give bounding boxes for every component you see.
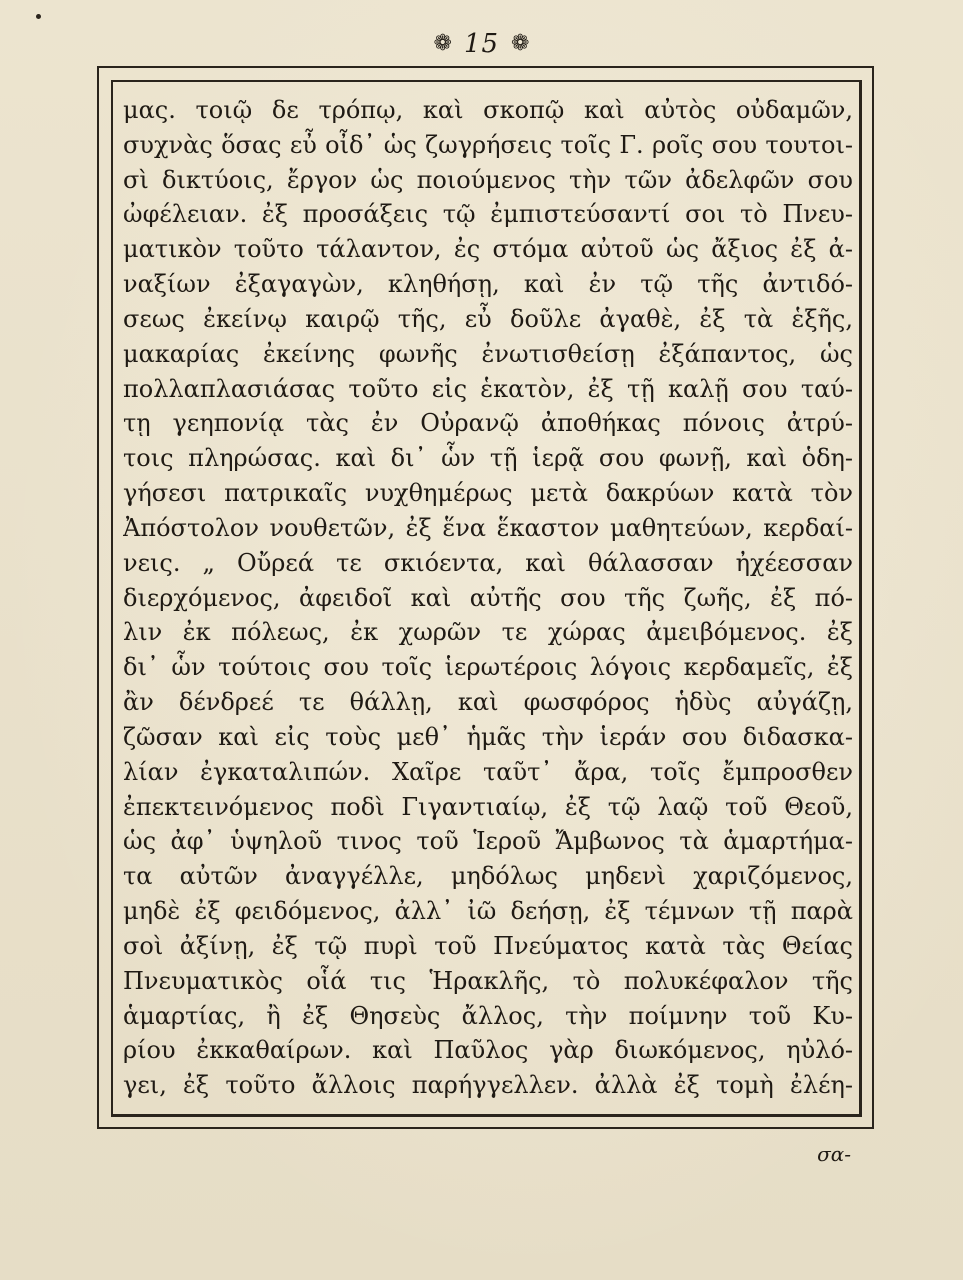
text-line: νεις. „ Οὔρεά τε σκιόεντα, καὶ θάλασσαν ἠχέεσσαν [123, 548, 853, 577]
text-line: τοις πληρώσας. καὶ δι᾽ ὧν τῇ ἱερᾷ σου φωνῇ, καὶ ὁδη- [123, 444, 853, 473]
text-line: ζῶσαν καὶ εἰς τοὺς μεθ᾽ ἡμᾶς τὴν ἱεράν σου διδασκα- [123, 722, 853, 751]
text-line: ναξίων ἐξαγαγὼν, κληθήσῃ, καὶ ἐν τῷ τῆς ἀντιδό- [123, 270, 853, 299]
text-line: σεως ἐκείνῳ καιρῷ τῆς, εὖ δοῦλε ἀγαθὲ, ἐξ τὰ ἑξῆς, [123, 304, 853, 333]
text-line: ὡς ἀφ᾽ ὑψηλοῦ τινος τοῦ Ἱεροῦ Ἄμβωνος τὰ ἁμαρτήμα- [123, 827, 853, 856]
text-line: τα αὐτῶν ἀναγγέλλε, μηδόλως μηδενὶ χαριζόμενος, [123, 862, 853, 891]
body-text [123, 92, 853, 1102]
text-line: μακαρίας ἐκείνης φωνῆς ἐνωτισθείσῃ ἐξάπαντος, ὡς [123, 339, 853, 368]
text-line: συχνὰς ὅσας εὖ οἶδ᾽ ὡς ζωγρήσεις τοῖς Γ. ροῖς σου τουτοι- [123, 130, 853, 159]
ink-spot [36, 14, 41, 19]
page-header [0, 24, 963, 64]
page-number: 15 [463, 29, 500, 59]
text-line: πολλαπλασιάσας τοῦτο εἰς ἑκατὸν, ἐξ τῇ καλῇ σου ταύ- [123, 374, 853, 403]
text-line: Ἀπόστολον νουθετῶν, ἐξ ἕνα ἕκαστον μαθητεύων, κερδαί- [123, 513, 853, 542]
text-line: μας. τοιῷ δε τρόπῳ, καὶ σκοπῷ καὶ αὐτὸς οὐδαμῶν, [123, 96, 853, 124]
text-line: λίαν ἐγκαταλιπών. Χαῖρε ταῦτ᾽ ἄρα, τοῖς ἔμπροσθεν [123, 757, 853, 786]
text-line: σοὶ ἀξίνῃ, ἐξ τῷ πυρὶ τοῦ Πνεύματος κατὰ τὰς Θείας [123, 931, 853, 960]
text-line: ματικὸν τοῦτο τάλαντον, ἐς στόμα αὐτοῦ ὡς ἄξιος ἐξ ἀ- [123, 235, 853, 264]
flower-ornament-right-icon: ❁ [511, 31, 530, 56]
flower-ornament-left-icon: ❁ [433, 31, 452, 56]
text-line: ρίου ἐκκαθαίρων. καὶ Παῦλος γὰρ διωκόμενος, ηὐλό- [123, 1036, 853, 1065]
text-line: ἂν δένδρεέ τε θάλλῃ, καὶ φωσφόρος ἡδὺς αὐγάζῃ, [123, 688, 853, 717]
catchword: σα- [817, 1142, 851, 1166]
text-line: τῃ γεηπονίᾳ τὰς ἐν Οὐρανῷ ἀποθήκας πόνοις ἀτρύ- [123, 409, 853, 438]
text-line: δι᾽ ὧν τούτοις σου τοῖς ἱερωτέροις λόγοις κερδαμεῖς, ἐξ [123, 653, 853, 682]
text-line: λιν ἐκ πόλεως, ἐκ χωρῶν τε χώρας ἀμειβόμενος. ἐξ [123, 618, 853, 647]
text-line: ἐπεκτεινόμενος ποδὶ Γιγαντιαίῳ, ἐξ τῷ λαῷ τοῦ Θεοῦ, [123, 792, 853, 821]
text-line: διερχόμενος, ἀφειδοῖ καὶ αὐτῆς σου τῆς ζωῆς, ἐξ πό- [123, 583, 853, 612]
text-line: σὶ δικτύοις, ἔργον ὡς ποιούμενος τὴν τῶν ἀδελφῶν σου [123, 165, 853, 194]
text-line: μηδὲ ἐξ φειδόμενος, ἀλλ᾽ ἰῶ δεήσῃ, ἐξ τέμνων τῇ παρὰ [123, 897, 853, 926]
text-line: ἁμαρτίας, ἢ ἐξ Θησεὺς ἄλλος, τὴν ποίμνην τοῦ Κυ- [123, 1001, 853, 1030]
text-line: ὠφέλειαν. ἐξ προσάξεις τῷ ἐμπιστεύσαντί σοι τὸ Πνευ- [123, 200, 853, 229]
text-line: γει, ἐξ τοῦτο ἄλλοις παρήγγελλεν. ἀλλὰ ἐξ τομὴ ἐλέη- [123, 1071, 853, 1100]
text-line: γήσεσι πατρικαῖς νυχθημέρως μετὰ δακρύων κατὰ τὸν [123, 479, 853, 508]
text-line: Πνευματικὸς οἷά τις Ἡρακλῆς, τὸ πολυκέφαλον τῆς [123, 966, 853, 995]
